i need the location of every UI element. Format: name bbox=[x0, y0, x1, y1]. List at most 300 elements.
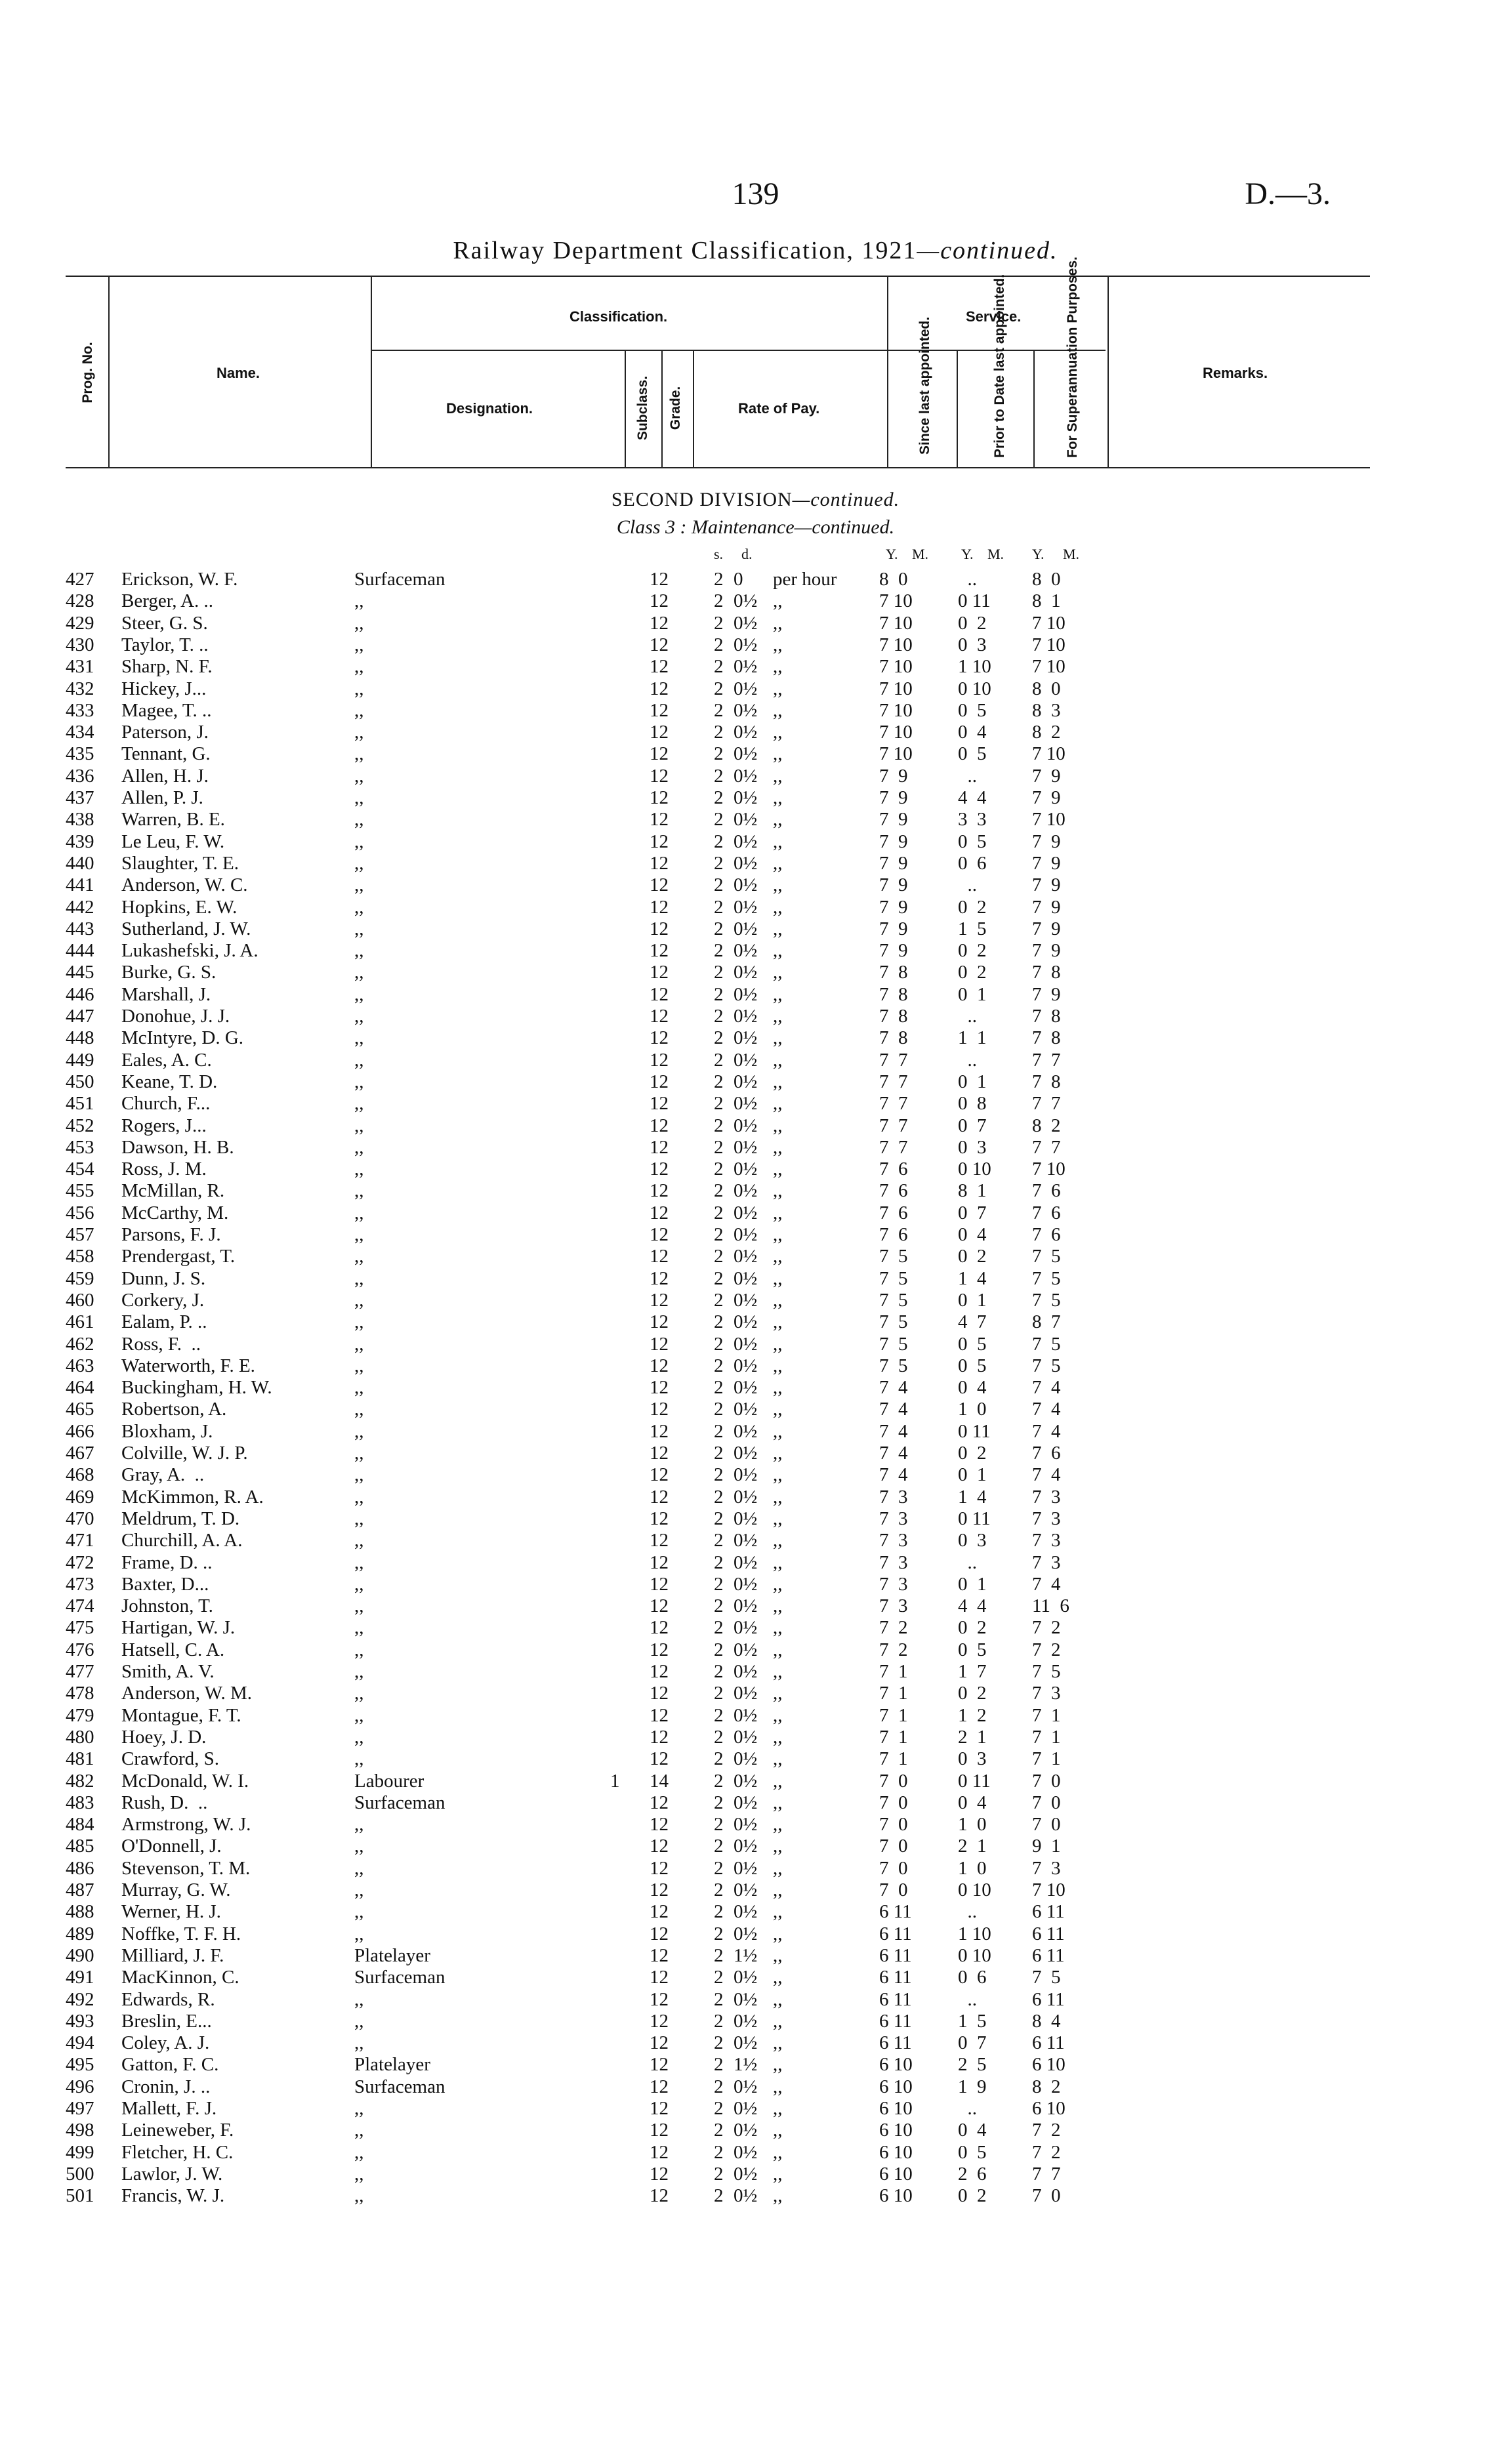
superannuation-cell: 7 9 bbox=[1032, 831, 1061, 852]
grade-cell: 12 bbox=[650, 590, 669, 612]
since-last-cell: 7 9 bbox=[879, 787, 908, 808]
prior-to-cell: 0 2 bbox=[958, 1443, 987, 1464]
prog-no-cell: 495 bbox=[66, 2054, 94, 2076]
rate-unit-cell: ,, bbox=[773, 918, 783, 939]
table-row bbox=[0, 1529, 1511, 1551]
prog-no-cell: 492 bbox=[66, 1988, 94, 2010]
grade-cell: 12 bbox=[650, 918, 669, 939]
name-cell: Meldrum, T. D. bbox=[121, 1508, 240, 1529]
rate-unit-cell: ,, bbox=[773, 1136, 783, 1158]
rate-pence-cell: 0½ bbox=[734, 1464, 758, 1486]
designation-cell: ,, bbox=[354, 1639, 364, 1660]
rate-pence-cell: 0½ bbox=[734, 962, 758, 983]
rate-pence-cell: 0½ bbox=[734, 1399, 758, 1420]
rate-unit-cell: ,, bbox=[773, 1683, 783, 1704]
grade-cell: 12 bbox=[650, 896, 669, 918]
grade-cell: 12 bbox=[650, 1573, 669, 1595]
name-cell: Rogers, J... bbox=[121, 1115, 207, 1136]
name-cell: Parsons, F. J. bbox=[121, 1224, 221, 1245]
rate-pence-cell: 0½ bbox=[734, 1967, 758, 1988]
designation-cell: ,, bbox=[354, 1006, 364, 1027]
table-row bbox=[0, 1813, 1511, 1836]
name-cell: Anderson, W. C. bbox=[121, 874, 248, 896]
superannuation-cell: 7 2 bbox=[1032, 2141, 1061, 2163]
rate-shillings-cell: 2 bbox=[714, 1683, 724, 1704]
rate-unit-cell: ,, bbox=[773, 1770, 783, 1792]
rate-unit-cell: ,, bbox=[773, 1944, 783, 1966]
rate-shillings-cell: 2 bbox=[714, 1224, 724, 1245]
designation-cell: ,, bbox=[354, 787, 364, 808]
prog-no-cell: 474 bbox=[66, 1595, 94, 1617]
superannuation-cell: 7 0 bbox=[1032, 1792, 1061, 1813]
superannuation-cell: 7 9 bbox=[1032, 983, 1061, 1005]
table-row bbox=[0, 831, 1511, 853]
prior-to-cell: 0 10 bbox=[958, 1879, 991, 1900]
prior-to-cell: 2 6 bbox=[958, 2163, 987, 2185]
since-last-cell: 7 3 bbox=[879, 1486, 908, 1508]
rate-pence-cell: 0 bbox=[734, 569, 743, 590]
since-last-cell: 7 3 bbox=[879, 1573, 908, 1595]
header-since-last: Since last appointed. bbox=[917, 316, 932, 455]
prog-no-cell: 459 bbox=[66, 1267, 94, 1289]
name-cell: McMillan, R. bbox=[121, 1180, 225, 1202]
since-last-cell: 6 10 bbox=[879, 2076, 913, 2097]
prog-no-cell: 430 bbox=[66, 634, 94, 655]
rate-shillings-cell: 2 bbox=[714, 1071, 724, 1092]
header-service: Service. bbox=[966, 308, 1022, 325]
designation-cell: ,, bbox=[354, 1246, 364, 1267]
prior-to-cell: 3 3 bbox=[958, 809, 987, 831]
prog-no-cell: 450 bbox=[66, 1071, 94, 1092]
superannuation-cell: 7 9 bbox=[1032, 896, 1061, 918]
superannuation-cell: 7 9 bbox=[1032, 940, 1061, 962]
since-last-cell: 7 1 bbox=[879, 1704, 908, 1726]
grade-cell: 12 bbox=[650, 1420, 669, 1442]
grade-cell: 12 bbox=[650, 1704, 669, 1726]
designation-cell: ,, bbox=[354, 1311, 364, 1333]
prog-no-cell: 479 bbox=[66, 1704, 94, 1726]
name-cell: MacKinnon, C. bbox=[121, 1967, 239, 1988]
grade-cell: 12 bbox=[650, 1093, 669, 1115]
grade-cell: 12 bbox=[650, 1748, 669, 1770]
header-divider bbox=[108, 276, 110, 468]
prior-to-cell: .. bbox=[958, 1901, 977, 1923]
rate-unit-cell: ,, bbox=[773, 1049, 783, 1071]
prior-to-cell: .. bbox=[958, 2098, 977, 2119]
rate-unit-cell: ,, bbox=[773, 1289, 783, 1311]
grade-cell: 12 bbox=[650, 1159, 669, 1180]
designation-cell: ,, bbox=[354, 940, 364, 962]
prior-to-cell: 0 4 bbox=[958, 1792, 987, 1813]
grade-cell: 12 bbox=[650, 1683, 669, 1704]
superannuation-cell: 8 3 bbox=[1032, 699, 1061, 721]
rate-pence-cell: 0½ bbox=[734, 1355, 758, 1376]
rate-shillings-cell: 2 bbox=[714, 2141, 724, 2163]
prog-no-cell: 476 bbox=[66, 1639, 94, 1660]
since-last-cell: 7 5 bbox=[879, 1355, 908, 1376]
rate-pence-cell: 0½ bbox=[734, 1508, 758, 1529]
designation-cell: ,, bbox=[354, 1224, 364, 1245]
prog-no-cell: 493 bbox=[66, 2010, 94, 2032]
rate-pence-cell: 0½ bbox=[734, 1770, 758, 1792]
header-divider bbox=[625, 350, 626, 468]
name-cell: Robertson, A. bbox=[121, 1399, 227, 1420]
table-row bbox=[0, 1355, 1511, 1377]
prog-no-cell: 463 bbox=[66, 1355, 94, 1376]
rate-shillings-cell: 2 bbox=[714, 1726, 724, 1748]
header-divider bbox=[957, 350, 958, 468]
superannuation-cell: 6 11 bbox=[1032, 2032, 1065, 2054]
rate-pence-cell: 0½ bbox=[734, 1857, 758, 1879]
grade-cell: 12 bbox=[650, 1530, 669, 1551]
prog-no-cell: 460 bbox=[66, 1289, 94, 1311]
prog-no-cell: 441 bbox=[66, 874, 94, 896]
rate-shillings-cell: 2 bbox=[714, 1770, 724, 1792]
rate-unit-cell: ,, bbox=[773, 1202, 783, 1223]
table-row bbox=[0, 2076, 1511, 2098]
designation-cell: ,, bbox=[354, 1115, 364, 1136]
prior-to-cell: .. bbox=[958, 569, 977, 590]
rate-shillings-cell: 2 bbox=[714, 787, 724, 808]
superannuation-cell: 7 6 bbox=[1032, 1443, 1061, 1464]
name-cell: Edwards, R. bbox=[121, 1988, 215, 2010]
since-last-cell: 7 3 bbox=[879, 1595, 908, 1617]
since-last-cell: 7 0 bbox=[879, 1814, 908, 1836]
table-row bbox=[0, 1223, 1511, 1246]
name-cell: Rush, D. .. bbox=[121, 1792, 208, 1813]
since-last-cell: 7 10 bbox=[879, 634, 913, 655]
table-row bbox=[0, 1944, 1511, 1967]
since-last-cell: 6 11 bbox=[879, 1988, 912, 2010]
superannuation-cell: 8 2 bbox=[1032, 722, 1061, 743]
designation-cell: ,, bbox=[354, 1683, 364, 1704]
name-cell: Baxter, D... bbox=[121, 1573, 209, 1595]
since-last-cell: 6 10 bbox=[879, 2163, 913, 2185]
name-cell: Noffke, T. F. H. bbox=[121, 1923, 241, 1944]
name-cell: Donohue, J. J. bbox=[121, 1006, 230, 1027]
since-last-cell: 7 8 bbox=[879, 983, 908, 1005]
superannuation-cell: 7 3 bbox=[1032, 1857, 1061, 1879]
rate-shillings-cell: 2 bbox=[714, 1202, 724, 1223]
designation-cell: ,, bbox=[354, 1136, 364, 1158]
name-cell: Gray, A. .. bbox=[121, 1464, 205, 1486]
superannuation-cell: 7 2 bbox=[1032, 1639, 1061, 1660]
table-row bbox=[0, 2010, 1511, 2032]
rate-shillings-cell: 2 bbox=[714, 918, 724, 939]
designation-cell: ,, bbox=[354, 1923, 364, 1944]
rate-pence-cell: 0½ bbox=[734, 1901, 758, 1923]
prior-to-cell: 0 4 bbox=[958, 1224, 987, 1245]
grade-cell: 14 bbox=[650, 1770, 669, 1792]
rate-pence-cell: 0½ bbox=[734, 1159, 758, 1180]
rate-unit-cell: ,, bbox=[773, 1027, 783, 1049]
prog-no-cell: 427 bbox=[66, 569, 94, 590]
name-cell: Breslin, E... bbox=[121, 2010, 212, 2032]
prog-no-cell: 480 bbox=[66, 1726, 94, 1748]
rate-shillings-cell: 2 bbox=[714, 1639, 724, 1660]
prog-no-cell: 461 bbox=[66, 1311, 94, 1333]
designation-cell: ,, bbox=[354, 1267, 364, 1289]
prior-to-cell: .. bbox=[958, 1551, 977, 1573]
since-last-cell: 6 11 bbox=[879, 1901, 912, 1923]
table-row bbox=[0, 2053, 1511, 2076]
superannuation-cell: 7 10 bbox=[1032, 809, 1066, 831]
unit-pence: d. bbox=[741, 546, 753, 562]
rate-shillings-cell: 2 bbox=[714, 678, 724, 699]
superannuation-cell: 7 4 bbox=[1032, 1464, 1061, 1486]
page-number: 139 bbox=[732, 176, 779, 211]
rate-shillings-cell: 2 bbox=[714, 852, 724, 874]
since-last-cell: 7 2 bbox=[879, 1639, 908, 1660]
since-last-cell: 7 7 bbox=[879, 1071, 908, 1092]
designation-cell: ,, bbox=[354, 590, 364, 612]
designation-cell: ,, bbox=[354, 634, 364, 655]
designation-cell: ,, bbox=[354, 2010, 364, 2032]
superannuation-cell: 6 10 bbox=[1032, 2098, 1066, 2119]
header-divider bbox=[1107, 276, 1109, 468]
table-row bbox=[0, 1616, 1511, 1639]
table-row bbox=[0, 2185, 1511, 2207]
grade-cell: 12 bbox=[650, 940, 669, 962]
designation-cell: ,, bbox=[354, 1027, 364, 1049]
name-cell: Dawson, H. B. bbox=[121, 1136, 234, 1158]
rate-pence-cell: 0½ bbox=[734, 656, 758, 678]
prior-to-cell: 0 11 bbox=[958, 1770, 991, 1792]
since-last-cell: 6 11 bbox=[879, 1923, 912, 1944]
grade-cell: 12 bbox=[650, 1136, 669, 1158]
rate-pence-cell: 0½ bbox=[734, 1333, 758, 1355]
table-row bbox=[0, 1049, 1511, 1071]
name-cell: Hickey, J... bbox=[121, 678, 207, 699]
rate-shillings-cell: 2 bbox=[714, 1006, 724, 1027]
designation-cell: Surfaceman bbox=[354, 2076, 445, 2097]
rate-pence-cell: 0½ bbox=[734, 1814, 758, 1836]
table-row bbox=[0, 1136, 1511, 1159]
prog-no-cell: 496 bbox=[66, 2076, 94, 2097]
since-last-cell: 7 0 bbox=[879, 1857, 908, 1879]
since-last-cell: 7 2 bbox=[879, 1617, 908, 1639]
designation-cell: ,, bbox=[354, 1901, 364, 1923]
name-cell: McDonald, W. I. bbox=[121, 1770, 249, 1792]
superannuation-cell: 7 0 bbox=[1032, 2185, 1061, 2207]
header-designation: Designation. bbox=[446, 400, 533, 417]
rate-pence-cell: 0½ bbox=[734, 1551, 758, 1573]
title-main: Railway Department Classification, 1921 bbox=[453, 237, 917, 264]
rate-shillings-cell: 2 bbox=[714, 1967, 724, 1988]
table-row bbox=[0, 1595, 1511, 1617]
grade-cell: 12 bbox=[650, 809, 669, 831]
rate-unit-cell: ,, bbox=[773, 634, 783, 655]
rate-unit-cell: ,, bbox=[773, 983, 783, 1005]
rate-unit-cell: ,, bbox=[773, 1006, 783, 1027]
rate-pence-cell: 0½ bbox=[734, 1267, 758, 1289]
name-cell: Hartigan, W. J. bbox=[121, 1617, 236, 1639]
rate-unit-cell: ,, bbox=[773, 656, 783, 678]
designation-cell: ,, bbox=[354, 2185, 364, 2207]
grade-cell: 12 bbox=[650, 612, 669, 634]
since-last-cell: 7 4 bbox=[879, 1377, 908, 1399]
superannuation-cell: 8 2 bbox=[1032, 2076, 1061, 2097]
superannuation-cell: 7 5 bbox=[1032, 1967, 1061, 1988]
section-division bbox=[0, 489, 1511, 511]
prior-to-cell: 1 5 bbox=[958, 2010, 987, 2032]
rate-shillings-cell: 2 bbox=[714, 1443, 724, 1464]
grade-cell: 12 bbox=[650, 1224, 669, 1245]
rate-pence-cell: 0½ bbox=[734, 634, 758, 655]
rate-unit-cell: ,, bbox=[773, 2076, 783, 2097]
since-last-cell: 7 1 bbox=[879, 1661, 908, 1682]
since-last-cell: 7 4 bbox=[879, 1399, 908, 1420]
since-last-cell: 7 8 bbox=[879, 962, 908, 983]
name-cell: Lawlor, J. W. bbox=[121, 2163, 223, 2185]
superannuation-cell: 7 9 bbox=[1032, 852, 1061, 874]
designation-cell: ,, bbox=[354, 2141, 364, 2163]
since-last-cell: 7 7 bbox=[879, 1049, 908, 1071]
header-rule-bottom bbox=[66, 467, 1370, 468]
table-row bbox=[0, 1464, 1511, 1486]
rate-shillings-cell: 2 bbox=[714, 590, 724, 612]
prior-to-cell: 0 7 bbox=[958, 1202, 987, 1223]
designation-cell: ,, bbox=[354, 1857, 364, 1879]
rate-shillings-cell: 2 bbox=[714, 2032, 724, 2054]
rate-unit-cell: ,, bbox=[773, 2032, 783, 2054]
rate-unit-cell: ,, bbox=[773, 1814, 783, 1836]
grade-cell: 12 bbox=[650, 1333, 669, 1355]
rate-pence-cell: 0½ bbox=[734, 983, 758, 1005]
table-row bbox=[0, 1092, 1511, 1115]
rate-pence-cell: 0½ bbox=[734, 940, 758, 962]
rate-shillings-cell: 2 bbox=[714, 1573, 724, 1595]
rate-shillings-cell: 2 bbox=[714, 2185, 724, 2207]
since-last-cell: 7 9 bbox=[879, 765, 908, 787]
prior-to-cell: 1 7 bbox=[958, 1661, 987, 1682]
name-cell: Bloxham, J. bbox=[121, 1420, 213, 1442]
rate-pence-cell: 0½ bbox=[734, 765, 758, 787]
rate-shillings-cell: 2 bbox=[714, 962, 724, 983]
prog-no-cell: 466 bbox=[66, 1420, 94, 1442]
designation-cell: ,, bbox=[354, 1049, 364, 1071]
prior-to-cell: 0 7 bbox=[958, 2032, 987, 2054]
since-last-cell: 7 6 bbox=[879, 1224, 908, 1245]
prog-no-cell: 494 bbox=[66, 2032, 94, 2054]
designation-cell: ,, bbox=[354, 852, 364, 874]
designation-cell: Platelayer bbox=[354, 2054, 430, 2076]
grade-cell: 12 bbox=[650, 874, 669, 896]
prog-no-cell: 499 bbox=[66, 2141, 94, 2163]
rate-unit-cell: ,, bbox=[773, 1311, 783, 1333]
prog-no-cell: 429 bbox=[66, 612, 94, 634]
grade-cell: 12 bbox=[650, 634, 669, 655]
name-cell: McCarthy, M. bbox=[121, 1202, 229, 1223]
table-row bbox=[0, 808, 1511, 831]
designation-cell: ,, bbox=[354, 831, 364, 852]
name-cell: Le Leu, F. W. bbox=[121, 831, 225, 852]
rate-shillings-cell: 2 bbox=[714, 1508, 724, 1529]
header-subclass: Subclass. bbox=[635, 375, 650, 441]
prog-no-cell: 431 bbox=[66, 656, 94, 678]
table-row bbox=[0, 1398, 1511, 1420]
name-cell: Erickson, W. F. bbox=[121, 569, 238, 590]
rate-shillings-cell: 2 bbox=[714, 1399, 724, 1420]
name-cell: Taylor, T. .. bbox=[121, 634, 209, 655]
rate-shillings-cell: 2 bbox=[714, 634, 724, 655]
grade-cell: 12 bbox=[650, 831, 669, 852]
name-cell: Gatton, F. C. bbox=[121, 2054, 219, 2076]
since-last-cell: 7 10 bbox=[879, 612, 913, 634]
header-remarks: Remarks. bbox=[1203, 365, 1268, 381]
grade-cell: 12 bbox=[650, 1202, 669, 1223]
prior-to-cell: .. bbox=[958, 1049, 977, 1071]
prog-no-cell: 471 bbox=[66, 1530, 94, 1551]
designation-cell: ,, bbox=[354, 1420, 364, 1442]
prior-to-cell: 4 4 bbox=[958, 787, 987, 808]
name-cell: Slaughter, T. E. bbox=[121, 852, 239, 874]
rate-shillings-cell: 2 bbox=[714, 569, 724, 590]
table-row bbox=[0, 1682, 1511, 1704]
prog-no-cell: 501 bbox=[66, 2185, 94, 2207]
rate-pence-cell: 0½ bbox=[734, 1530, 758, 1551]
grade-cell: 12 bbox=[650, 1311, 669, 1333]
grade-cell: 12 bbox=[650, 2163, 669, 2185]
rate-pence-cell: 0½ bbox=[734, 2032, 758, 2054]
rate-unit-cell: ,, bbox=[773, 590, 783, 612]
since-last-cell: 6 11 bbox=[879, 1944, 912, 1966]
grade-cell: 12 bbox=[650, 1027, 669, 1049]
table-row bbox=[0, 1005, 1511, 1027]
unit-years: Y. bbox=[1032, 546, 1045, 562]
prior-to-cell: 0 1 bbox=[958, 1573, 987, 1595]
table-row bbox=[0, 655, 1511, 678]
grade-cell: 12 bbox=[650, 1944, 669, 1966]
division-suffix: —continued. bbox=[792, 489, 900, 510]
superannuation-cell: 7 10 bbox=[1032, 1879, 1066, 1900]
grade-cell: 12 bbox=[650, 722, 669, 743]
rate-shillings-cell: 2 bbox=[714, 1704, 724, 1726]
rate-pence-cell: 0½ bbox=[734, 1377, 758, 1399]
superannuation-cell: 7 8 bbox=[1032, 1071, 1061, 1092]
rate-shillings-cell: 2 bbox=[714, 1159, 724, 1180]
superannuation-cell: 7 5 bbox=[1032, 1333, 1061, 1355]
rate-pence-cell: 0½ bbox=[734, 1224, 758, 1245]
superannuation-cell: 7 2 bbox=[1032, 2120, 1061, 2141]
table-row bbox=[0, 1202, 1511, 1224]
rate-shillings-cell: 2 bbox=[714, 1464, 724, 1486]
rate-pence-cell: 0½ bbox=[734, 1726, 758, 1748]
rate-pence-cell: 0½ bbox=[734, 2141, 758, 2163]
since-last-cell: 7 5 bbox=[879, 1333, 908, 1355]
unit-months: M. bbox=[987, 546, 1004, 562]
prior-to-cell: 4 7 bbox=[958, 1311, 987, 1333]
superannuation-cell: 7 6 bbox=[1032, 1224, 1061, 1245]
name-cell: Burke, G. S. bbox=[121, 962, 217, 983]
name-cell: McIntyre, D. G. bbox=[121, 1027, 244, 1049]
rate-pence-cell: 0½ bbox=[734, 612, 758, 634]
prog-no-cell: 489 bbox=[66, 1923, 94, 1944]
prog-no-cell: 437 bbox=[66, 787, 94, 808]
rate-unit-cell: ,, bbox=[773, 874, 783, 896]
rate-shillings-cell: 2 bbox=[714, 1901, 724, 1923]
name-cell: Marshall, J. bbox=[121, 983, 211, 1005]
prior-to-cell: 0 5 bbox=[958, 743, 987, 765]
rate-shillings-cell: 2 bbox=[714, 1136, 724, 1158]
rate-pence-cell: 0½ bbox=[734, 2098, 758, 2119]
superannuation-cell: 8 0 bbox=[1032, 569, 1061, 590]
rate-shillings-cell: 2 bbox=[714, 1049, 724, 1071]
since-last-cell: 7 7 bbox=[879, 1093, 908, 1115]
name-cell: Ross, J. M. bbox=[121, 1159, 207, 1180]
prior-to-cell: 1 4 bbox=[958, 1486, 987, 1508]
grade-cell: 12 bbox=[650, 2054, 669, 2076]
